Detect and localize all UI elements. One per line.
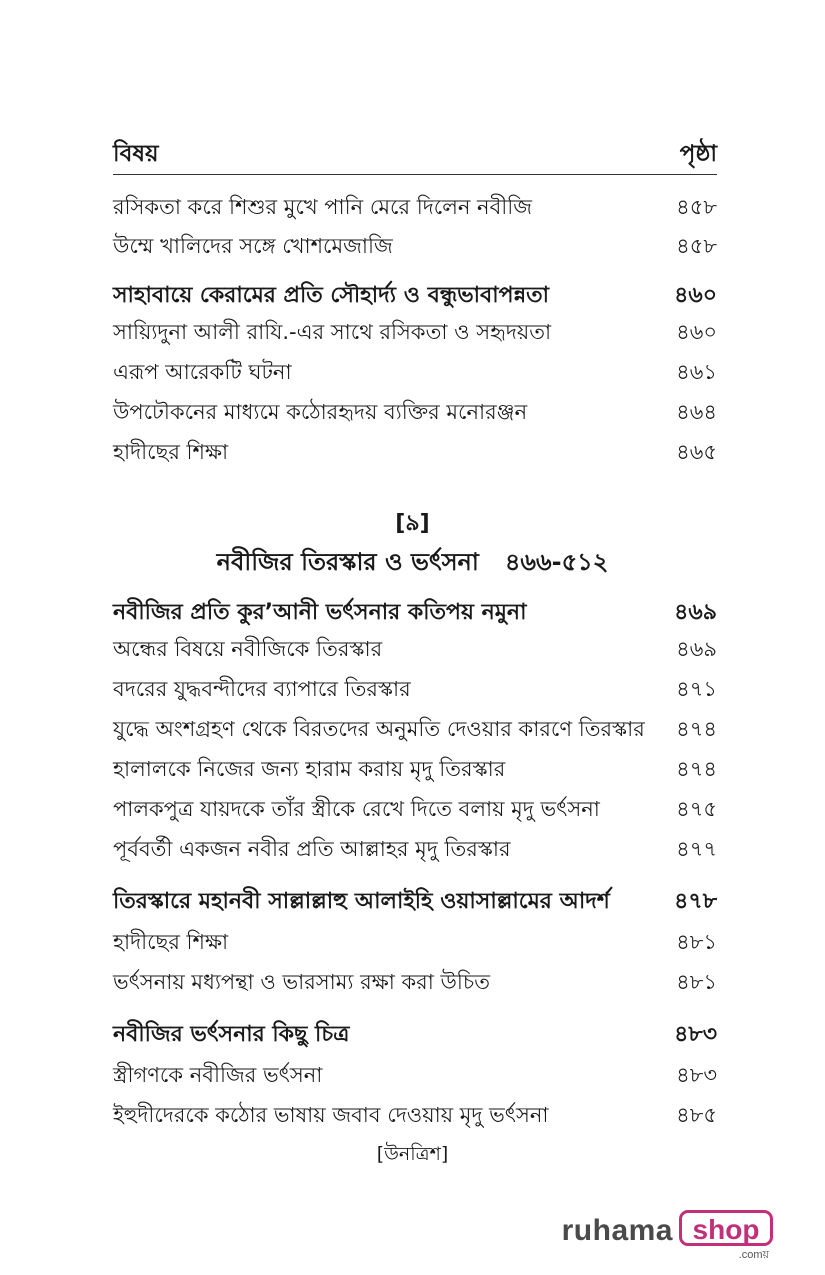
header-rule [113,174,717,175]
toc-entry-page: ৪৬০ [674,283,717,308]
toc-entry-title: হাদীছের শিক্ষা [113,440,229,464]
toc-entry-page: ৪৫৮ [676,195,717,219]
toc-entry-title: পালকপুত্র যায়দকে তাঁর স্ত্রীকে রেখে দিতে বলায় মৃদু ভর্ৎসনা [113,797,600,821]
toc-entry-title: সাহাবায়ে কেরামের প্রতি সৌহার্দ্য ও বন্ধুভাবাপন্নতা [113,283,550,308]
toc-entry-page: ৪৬৪ [676,400,717,424]
toc-entry-title: নবীজির ভর্ৎসনার কিছু চিত্র [113,1022,350,1047]
page-heading: পৃষ্ঠা [679,141,717,167]
toc-entry [113,711,717,747]
toc-entry-page: ৪৮৩ [676,1063,717,1087]
logo-text-ruhama: ruhama [561,1214,673,1247]
toc-entry-title: পূর্ববর্তী একজন নবীর প্রতি আল্লাহর মৃদু তিরস্কার [113,837,511,861]
toc-entry [113,189,717,225]
toc-entry [113,1057,717,1093]
toc-entry-page: ৪৫৮ [676,234,717,258]
toc-entry-title: ভর্ৎসনায় মধ্যপন্থা ও ভারসাম্য রক্ষা করা উচিত [113,970,490,994]
toc-entry-title: রসিকতা করে শিশুর মুখে পানি মেরে দিলেন নবীজি [113,195,533,219]
logo-text-shop: shop [679,1210,773,1246]
toc-entry-title: উম্মে খালিদের সঙ্গে খোশমেজাজি [113,234,393,258]
subject-heading: বিষয় [113,141,159,167]
toc-entry-page: ৪৮১ [676,930,717,954]
toc-entry [113,791,717,827]
toc-entry-page: ৪৮১ [676,970,717,994]
toc-entry-title: হাদীছের শিক্ষা [113,930,229,954]
logo-domain-suffix: .comয় [738,1249,769,1261]
toc-entry-page: ৪৭৭ [676,837,717,861]
toc-entry-title: হালালকে নিজের জন্য হারাম করায় মৃদু তিরস্কার [113,757,506,781]
toc-entry [113,631,717,667]
toc-entry-page: ৪৬০ [676,320,717,344]
toc-entry-title: যুদ্ধে অংশগ্রহণ থেকে বিরতদের অনুমতি দেওয়ার কারণে তিরস্কার [113,717,645,741]
toc-entry-page: ৪৬১ [676,360,717,384]
chapter-number: [৯] [395,511,430,536]
toc-entry-page: ৪৮৩ [674,1022,717,1047]
toc-entry-page: ৪৬৯ [674,600,717,625]
toc-section-heading [113,1017,717,1053]
toc-entry [113,924,717,960]
toc-entry-page: ৪৭৪ [676,717,717,741]
chapter-heading [0,544,825,584]
toc-entry [113,354,717,390]
toc-entry-title: নবীজির প্রতি কুর’আনী ভর্ৎসনার কতিপয় নমুনা [113,600,527,625]
toc-section-heading [113,595,717,631]
toc-entry [113,671,717,707]
toc-entry-title: উপঢৌকনের মাধ্যমে কঠোরহৃদয় ব্যক্তির মনোরঞ্জন [113,400,528,424]
toc-entry [113,964,717,1000]
toc-entry-title: তিরস্কারে মহানবী সাল্লাল্লাহু আলাইহি ওয়াসাল্লামের আদর্শ [113,889,610,914]
toc-entry-page: ৪৭১ [676,677,717,701]
toc-entry-title: এরূপ আরেকটি ঘটনা [113,360,292,384]
toc-entry-page: ৪৭৪ [676,757,717,781]
toc-entry-title: অন্ধের বিষয়ে নবীজিকে তিরস্কার [113,637,383,661]
toc-section-heading [113,884,717,920]
toc-entry-page: ৪৬৯ [676,637,717,661]
toc-entry [113,751,717,787]
toc-entry [113,314,717,350]
toc-entry [113,228,717,264]
toc-entry-title: স্ত্রীগণকে নবীজির ভর্ৎসনা [113,1063,323,1087]
toc-entry-page: ৪৭৮ [674,889,717,914]
toc-section-heading [113,278,717,314]
toc-entry [113,831,717,867]
toc-entry-page: ৪৮৫ [676,1103,717,1127]
toc-entry [113,1097,717,1133]
toc-header [113,136,717,172]
toc-entry-title: বদরের যুদ্ধবন্দীদের ব্যাপারে তিরস্কার [113,677,411,701]
page-number-footer: [উনত্রিশ] [376,1143,449,1165]
toc-entry-title: সায়্যিদুনা আলী রাযি.-এর সাথে রসিকতা ও সহৃদয়তা [113,320,552,344]
toc-entry-page: ৪৬৫ [676,440,717,464]
toc-entry [113,394,717,430]
toc-entry [113,434,717,470]
chapter-page-range: ৪৬৬-৫১২ [504,548,609,576]
toc-entry-page: ৪৭৫ [676,797,717,821]
chapter-title: নবীজির তিরস্কার ও ভর্ৎসনা [216,548,479,576]
toc-entry-title: ইহুদীদেরকে কঠোর ভাষায় জবাব দেওয়ায় মৃদু ভর্ৎসনা [113,1103,549,1127]
